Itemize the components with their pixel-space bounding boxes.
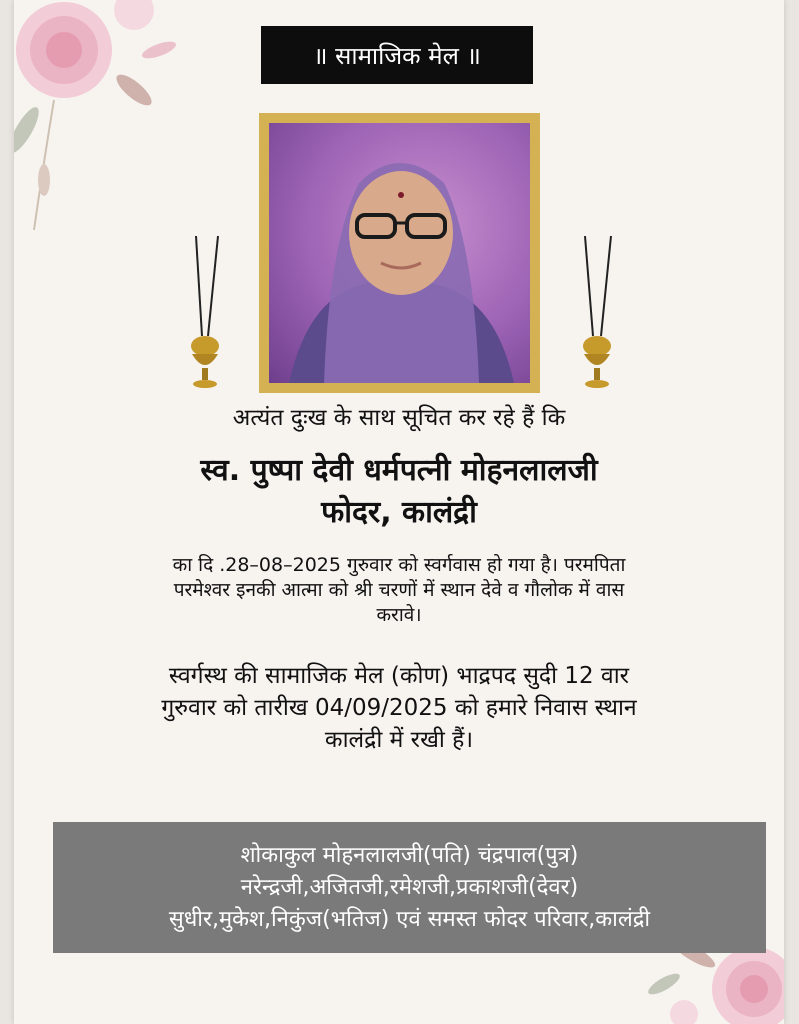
diya-incense-icon (174, 236, 234, 396)
mourners-line2: नरेन्द्रजी,अजितजी,रमेशजी,प्रकाशजी(देवर) (240, 874, 579, 900)
passing-line1: का दि .28–08–2025 गुरुवार को स्वर्गवास हो गया है। परमपिता (172, 554, 626, 576)
diya-incense-icon (567, 236, 627, 396)
ceremony-line1: स्वर्गस्थ की सामाजिक मेल (कोण) भाद्रपद सुदी 12 वार (168, 663, 630, 689)
deceased-name (14, 450, 784, 534)
mourners-line3: सुधीर,मुकेश,निकुंज(भतिज) एवं समस्त फोदर परिवार,कालंद्री (168, 906, 651, 932)
passing-line2: परमेश्वर इनकी आत्मा को श्री चरणों में स्थान देवे व गौलोक में वास (173, 579, 625, 601)
ceremony-line2: गुरुवार को तारीख 04/09/2025 को हमारे निवास स्थान (161, 695, 637, 721)
passing-line3: करावे। (376, 604, 422, 626)
memorial-card (14, 0, 784, 1024)
ceremony-notice (14, 660, 784, 756)
deceased-name-line2: फोदर, कालंद्री (321, 495, 477, 530)
mourners-box (53, 822, 766, 953)
portrait-photo (269, 123, 530, 383)
mourners-line1: शोकाकुल मोहनलालजी(पति) चंद्रपाल(पुत्र) (240, 842, 579, 868)
flower-decoration-top-left (14, 0, 204, 240)
deceased-name-line1: स्व. पुष्पा देवी धर्मपत्नी मोहनलालजी (200, 453, 598, 488)
intro-text: अत्यंत दुःख के साथ सूचित कर रहे हैं कि (232, 405, 566, 431)
portrait-frame (259, 113, 540, 393)
portrait-silhouette (269, 123, 530, 383)
ceremony-line3: कालंद्री में रखी हैं। (324, 727, 474, 753)
passing-notice (14, 553, 784, 628)
header-title: ॥ सामाजिक मेल ॥ (261, 26, 533, 84)
